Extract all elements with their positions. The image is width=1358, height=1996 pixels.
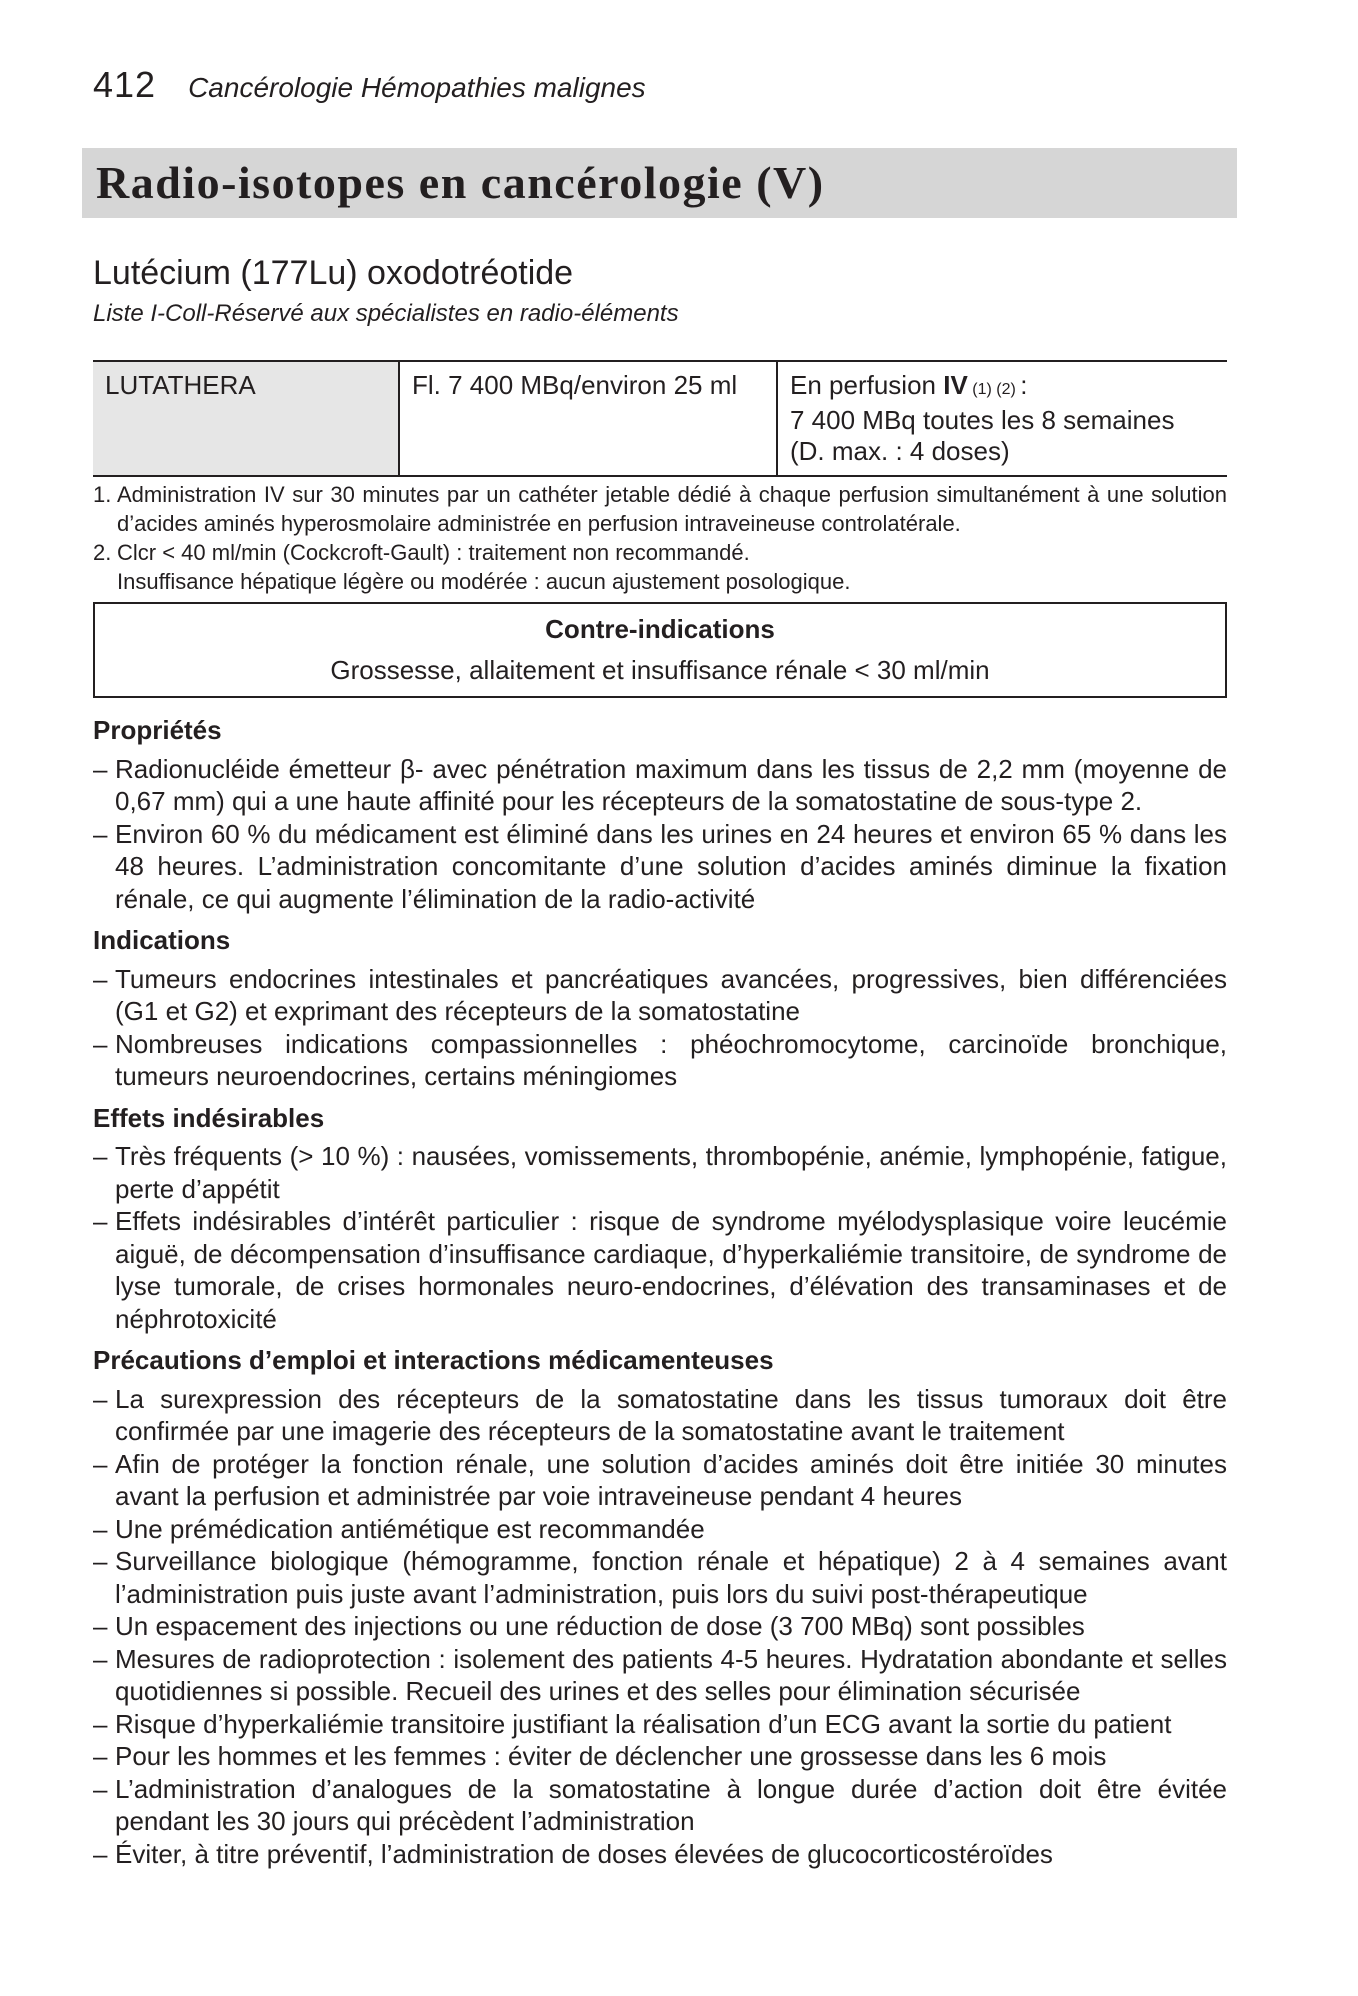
list-item: – Une prémédication antiémétique est recommandée [93, 1513, 1227, 1546]
drug-status: Liste I-Coll-Réservé aux spécialistes en radio-éléments [93, 300, 679, 327]
bullet-list [93, 963, 1227, 1093]
list-item: – Effets indésirables d’intérêt particulier : risque de syndrome myélodysplasique voire leucémie aiguë, de décompensation d’insuffisance cardiaque, d’hyperkaliémie transitoire, de syndrome de lyse tumorale, de crises hormonales neuro-endocrines, d’élévation des transaminases et de néphrotoxicité [93, 1205, 1227, 1335]
bullet-list [93, 1383, 1227, 1871]
footnote [93, 567, 1227, 596]
drug-name: Lutécium (177Lu) oxodotréotide [93, 254, 574, 292]
contraindications-box [93, 602, 1227, 698]
running-title: Cancérologie Hémopathies malignes [188, 72, 646, 103]
footnote-number: 2. [93, 540, 112, 565]
list-item: – Risque d’hyperkaliémie transitoire justifiant la réalisation d’un ECG avant la sortie du patient [93, 1708, 1227, 1741]
section-precautions [93, 1344, 1227, 1870]
route-suffix: : [1020, 370, 1028, 400]
section-indications [93, 924, 1227, 1093]
dose-line-1: 7 400 MBq toutes les 8 semaines [790, 405, 1175, 435]
list-item: – Afin de protéger la fonction rénale, une solution d’acides aminés doit être initiée 30 minutes avant la perfusion et administrée par voie intraveineuse pendant 4 heures [93, 1448, 1227, 1513]
footnote-text: Administration IV sur 30 minutes par un cathéter jetable dédié à chaque perfusion simultanément à une solution d’acides aminés hyperosmolaire administrée en perfusion intraveineuse controlatérale. [117, 482, 1227, 536]
monograph-body [93, 714, 1227, 1879]
presentation: Fl. 7 400 MBq/environ 25 ml [412, 370, 738, 400]
bullet-list [93, 1140, 1227, 1335]
chapter-title: Radio-isotopes en cancérologie (V) [96, 157, 825, 208]
dose-line-2: (D. max. : 4 doses) [790, 436, 1010, 466]
list-item: – Tumeurs endocrines intestinales et pancréatiques avancées, progressives, bien différenciées (G1 et G2) et exprimant des récepteurs de la somatostatine [93, 963, 1227, 1028]
contraindications-text: Grossesse, allaitement et insuffisance rénale < 30 ml/min [330, 655, 990, 685]
dosage-cell [777, 361, 1227, 476]
list-item: – Éviter, à titre préventif, l’administration de doses élevées de glucocorticostéroïdes [93, 1838, 1227, 1871]
list-item: – Un espacement des injections ou une réduction de dose (3 700 MBq) sont possibles [93, 1610, 1227, 1643]
footnote-refs: (1) (2) [967, 381, 1021, 398]
route-line [790, 370, 1215, 405]
section-title: Effets indésirables [93, 1102, 325, 1133]
footnotes [93, 480, 1227, 596]
route-prefix: En perfusion [790, 370, 944, 400]
list-item: – Pour les hommes et les femmes : éviter de déclencher une grossesse dans les 6 mois [93, 1740, 1227, 1773]
section-title: Précautions d’emploi et interactions médicamenteuses [93, 1345, 774, 1375]
page-number: 412 [93, 64, 157, 105]
list-item: – Environ 60 % du médicament est éliminé dans les urines en 24 heures et environ 65 % dans les 48 heures. L’administration concomitante d’une solution d’acides aminés diminue la fixation rénale, ce qui augmente l’élimination de la radio-activité [93, 818, 1227, 916]
footnote-text: Clcr < 40 ml/min (Cockcroft-Gault) : traitement non recommandé. [117, 540, 750, 565]
list-item: – Mesures de radioprotection : isolement des patients 4-5 heures. Hydratation abondante et selles quotidiennes si possible. Recueil des urines et des selles pour élimination sécurisée [93, 1643, 1227, 1708]
section-properties [93, 714, 1227, 915]
footnote-text: Insuffisance hépatique légère ou modérée : aucun ajustement posologique. [117, 569, 851, 594]
brand-cell [93, 361, 399, 476]
running-header [93, 64, 646, 108]
table-row [93, 361, 1227, 476]
section-side-effects [93, 1102, 1227, 1336]
list-item: – Radionucléide émetteur β- avec pénétration maximum dans les tissus de 2,2 mm (moyenne de 0,67 mm) qui a une haute affinité pour les récepteurs de la somatostatine de sous-type 2. [93, 753, 1227, 818]
section-title: Propriétés [93, 715, 222, 745]
section-title: Indications [93, 925, 231, 955]
footnote [93, 538, 1227, 567]
contraindications-title: Contre-indications [545, 614, 775, 644]
list-item: – Nombreuses indications compassionnelles : phéochromocytome, carcinoïde bronchique, tumeurs neuroendocrines, certains méningiomes [93, 1028, 1227, 1093]
footnote-number: 1. [93, 482, 112, 507]
list-item: – L’administration d’analogues de la somatostatine à longue durée d’action doit être évitée pendant les 30 jours qui précèdent l’administration [93, 1773, 1227, 1838]
bullet-list [93, 753, 1227, 916]
brand-name: LUTATHERA [105, 370, 256, 400]
list-item: – Surveillance biologique (hémogramme, fonction rénale et hépatique) 2 à 4 semaines avant l’administration puis juste avant l’administration, puis lors du suivi post-thérapeutique [93, 1545, 1227, 1610]
route-iv: IV [943, 370, 968, 400]
list-item: – La surexpression des récepteurs de la somatostatine dans les tissus tumoraux doit être confirmée par une imagerie des récepteurs de la somatostatine avant le traitement [93, 1383, 1227, 1448]
footnote-number [93, 567, 117, 596]
footnote [93, 480, 1227, 538]
list-item: – Très fréquents (> 10 %) : nausées, vomissements, thrombopénie, anémie, lymphopénie, fatigue, perte d’appétit [93, 1140, 1227, 1205]
chapter-title-bar [82, 148, 1237, 218]
presentation-cell [399, 361, 777, 476]
posology-table [93, 360, 1227, 477]
